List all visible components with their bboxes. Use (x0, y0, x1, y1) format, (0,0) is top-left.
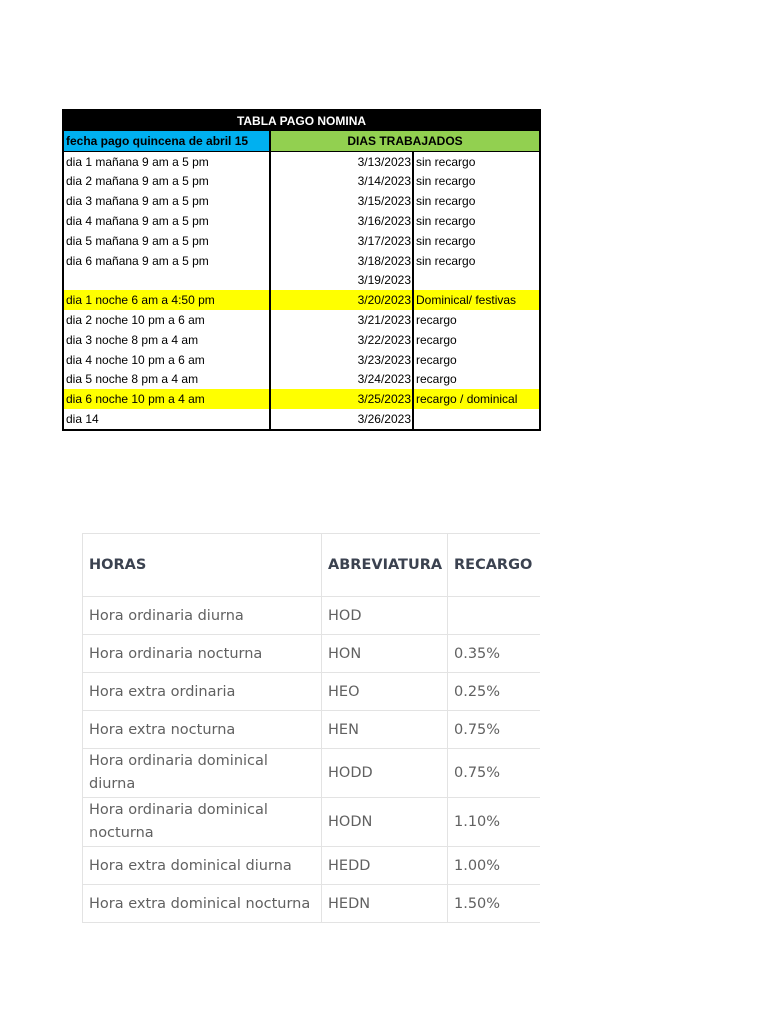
recargo-row (83, 847, 541, 885)
nomina-row-desc: dia 5 mañana 9 am a 5 pm (63, 231, 270, 251)
recargo-row-abreviatura: HEDN (322, 885, 448, 923)
nomina-row-date: 3/24/2023 (270, 370, 413, 390)
nomina-body (63, 110, 540, 430)
nomina-row-desc: dia 3 noche 8 pm a 4 am (63, 330, 270, 350)
nomina-row-date: 3/16/2023 (270, 211, 413, 231)
recargo-row-hora: Hora extra ordinaria (83, 673, 322, 711)
nomina-row-note: sin recargo (416, 194, 476, 209)
nomina-row (63, 271, 540, 291)
recargo-row-recargo: 0.25% (448, 673, 541, 711)
header-dias-trabajados: DIAS TRABAJADOS (270, 131, 540, 151)
nomina-row-note: sin recargo (416, 174, 476, 189)
recargos-header-row (83, 534, 541, 597)
nomina-row (63, 409, 540, 430)
nomina-row-date: 3/21/2023 (270, 310, 413, 330)
nomina-row-date: 3/17/2023 (270, 231, 413, 251)
recargo-row (83, 711, 541, 749)
recargo-row-abreviatura: HON (322, 635, 448, 673)
nomina-row-date: 3/23/2023 (270, 350, 413, 370)
nomina-title-row (63, 110, 540, 131)
nomina-row (63, 389, 540, 409)
nomina-row-date: 3/20/2023 (270, 290, 413, 310)
nomina-row-note: recargo (416, 332, 457, 347)
nomina-header-row (63, 131, 540, 151)
nomina-row-desc: dia 6 mañana 9 am a 5 pm (63, 251, 270, 271)
nomina-row-date: 3/22/2023 (270, 330, 413, 350)
nomina-row-desc: dia 14 (63, 409, 270, 430)
recargo-row (83, 597, 541, 635)
recargo-row-recargo: 0.35% (448, 635, 541, 673)
nomina-row-note: recargo (416, 352, 457, 367)
recargo-row-recargo: 0.75% (448, 711, 541, 749)
nomina-row-note: recargo (416, 372, 457, 387)
nomina-row (63, 251, 540, 271)
recargo-row (83, 749, 541, 798)
nomina-row-note: Dominical/ festivas (413, 290, 540, 310)
recargos-body (83, 597, 541, 923)
nomina-row-date: 3/19/2023 (270, 271, 413, 291)
recargo-row (83, 635, 541, 673)
nomina-row (63, 211, 540, 231)
recargo-row-abreviatura: HEDD (322, 847, 448, 885)
recargo-row-abreviatura: HEO (322, 673, 448, 711)
recargo-row-abreviatura: HODD (322, 749, 448, 798)
recargo-row-recargo: 1.00% (448, 847, 541, 885)
nomina-row-note (413, 271, 540, 291)
nomina-row-note: sin recargo (416, 154, 476, 169)
nomina-row-note: sin recargo (416, 214, 476, 229)
recargo-row (83, 673, 541, 711)
recargo-row-hora: Hora extra dominical nocturna (83, 885, 322, 923)
nomina-row (63, 330, 540, 350)
nomina-row (63, 310, 540, 330)
nomina-row-date: 3/14/2023 (270, 172, 413, 192)
nomina-row-desc: dia 2 mañana 9 am a 5 pm (63, 172, 270, 192)
nomina-row-desc: dia 4 noche 10 pm a 6 am (63, 350, 270, 370)
nomina-row-desc: dia 6 noche 10 pm a 4 am (63, 389, 270, 409)
tabla-pago-nomina (62, 109, 541, 431)
nomina-row-desc: dia 1 noche 6 am a 4:50 pm (63, 290, 270, 310)
recargo-row-recargo: 1.10% (448, 798, 541, 847)
nomina-row-note: recargo / dominical (413, 389, 540, 409)
recargo-row-abreviatura: HEN (322, 711, 448, 749)
nomina-row-desc: dia 1 mañana 9 am a 5 pm (63, 151, 270, 171)
recargo-row-abreviatura: HOD (322, 597, 448, 635)
nomina-row-desc: dia 3 mañana 9 am a 5 pm (63, 191, 270, 211)
recargo-row-hora: Hora ordinaria diurna (83, 597, 322, 635)
nomina-row-desc: dia 5 noche 8 pm a 4 am (63, 370, 270, 390)
nomina-row-date: 3/15/2023 (270, 191, 413, 211)
nomina-row-desc (63, 271, 270, 291)
recargo-row-recargo: 0.75% (448, 749, 541, 798)
nomina-row-note: sin recargo (416, 233, 476, 248)
nomina-row-date: 3/25/2023 (270, 389, 413, 409)
nomina-row-desc: dia 2 noche 10 pm a 6 am (63, 310, 270, 330)
recargo-row-hora: Hora extra dominical diurna (83, 847, 322, 885)
nomina-title: TABLA PAGO NOMINA (63, 110, 540, 131)
nomina-row-note (413, 409, 540, 430)
nomina-row (63, 172, 540, 192)
recargo-row (83, 885, 541, 923)
nomina-row-date: 3/13/2023 (270, 151, 413, 171)
header-horas: HORAS (83, 534, 322, 597)
nomina-row (63, 231, 540, 251)
nomina-row-date: 3/26/2023 (270, 409, 413, 430)
recargos-table-wrapper (82, 533, 540, 945)
nomina-row (63, 191, 540, 211)
header-abreviatura: ABREVIATURA (322, 534, 448, 597)
nomina-row (63, 370, 540, 390)
recargo-row-hora: Hora ordinaria nocturna (83, 635, 322, 673)
nomina-row-note: sin recargo (416, 253, 476, 268)
recargo-row-hora: Hora ordinaria dominical diurna (83, 749, 322, 798)
recargo-row-hora: Hora extra nocturna (83, 711, 322, 749)
nomina-row-desc: dia 4 mañana 9 am a 5 pm (63, 211, 270, 231)
recargo-row-hora: Hora ordinaria dominical nocturna (83, 798, 322, 847)
recargo-row-recargo: 1.50% (448, 885, 541, 923)
nomina-row-note: recargo (416, 313, 457, 328)
nomina-row-date: 3/18/2023 (270, 251, 413, 271)
nomina-row (63, 151, 540, 171)
recargo-row-recargo (448, 597, 541, 635)
header-fecha-pago: fecha pago quincena de abril 15 (63, 131, 270, 151)
nomina-row (63, 350, 540, 370)
header-recargo: RECARGO (448, 534, 541, 597)
recargo-row (83, 798, 541, 847)
recargo-row-abreviatura: HODN (322, 798, 448, 847)
nomina-row (63, 290, 540, 310)
recargos-table (82, 533, 540, 923)
